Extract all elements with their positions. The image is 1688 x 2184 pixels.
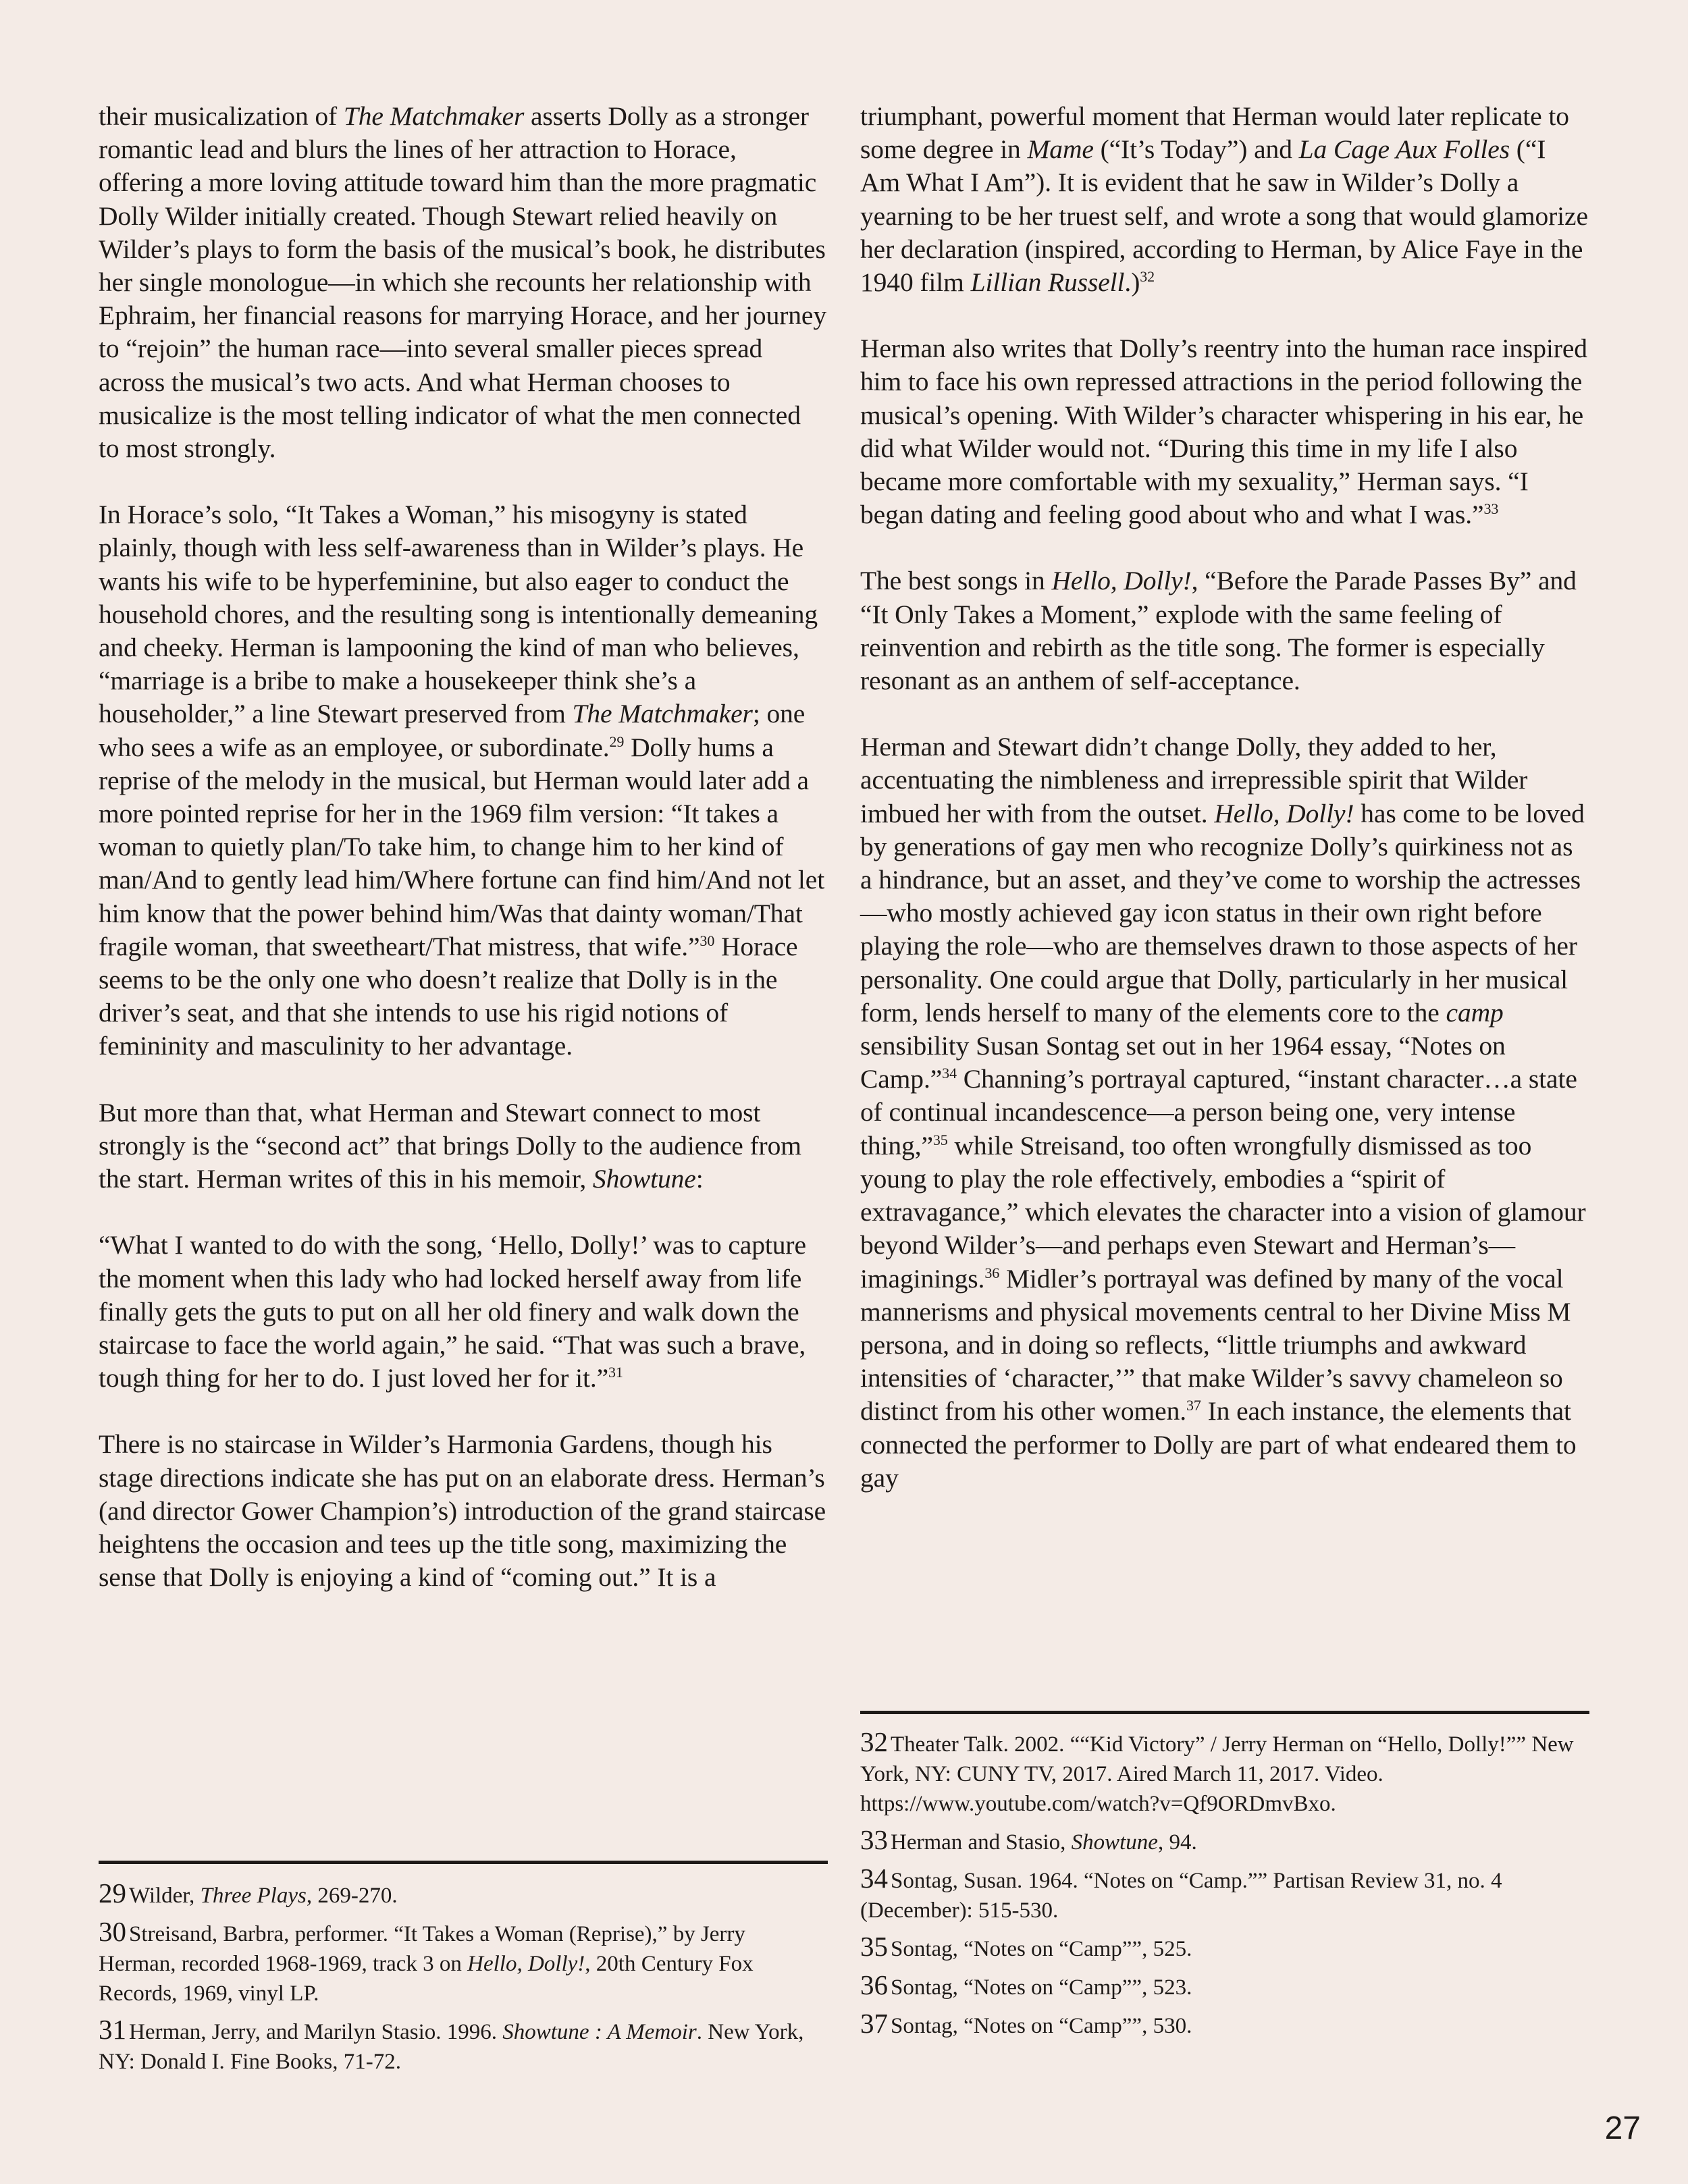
text-run: . New York, NY: Donald I. Fine Books, 71-72. [99, 2020, 804, 2074]
body-paragraph [860, 564, 1589, 697]
body-paragraph [860, 100, 1589, 299]
text-run: , 269-270. [306, 1884, 398, 1908]
footnote [860, 1863, 1589, 1925]
right-column [860, 100, 1589, 1528]
italic-title: Mame [1027, 134, 1094, 165]
text-run: Theater Talk. 2002. ““Kid Victory” / Jerry Herman on “Hello, Dolly!”” New York, NY: CUNY TV, 2017. Aired March 11, 2017. Video. https://www.youtube.com/watch?v=Qf9ORDmvBxo. [860, 1732, 1574, 1816]
text-run: Sontag, “Notes on “Camp””, 525. [891, 1937, 1192, 1961]
footnote [99, 1917, 828, 2008]
footnote-number: 35 [860, 1931, 888, 1962]
body-paragraph [860, 332, 1589, 531]
text-run: The best songs in [860, 566, 1052, 596]
text-run: Sontag, “Notes on “Camp””, 523. [891, 1975, 1192, 2000]
body-paragraph [99, 1428, 828, 1594]
footnote-marker: 36 [984, 1264, 1000, 1281]
text-run: .) [1124, 267, 1140, 298]
footnote-marker: 29 [609, 733, 625, 750]
text-run: Herman and Stasio, [891, 1830, 1072, 1855]
footnote-marker: 30 [700, 932, 715, 949]
footnote-marker: 31 [608, 1363, 623, 1381]
text-run: while Streisand, too often wrongfully dismissed as too young to play the role effectively, embodies a “spirit of extravagance,” which elevates the character into a vision of glamour beyond Wilder’s—and perhaps even Stewart and Herman’s—imaginings. [860, 1130, 1586, 1294]
text-run: Sontag, Susan. 1964. “Notes on “Camp.”” Partisan Review 31, no. 4 (December): 515-530. [860, 1869, 1502, 1923]
italic-title: camp [1446, 997, 1504, 1028]
text-run: Streisand, Barbra, performer. “It Takes a Woman (Reprise),” by Jerry Herman, recorded 1968-1969, track 3 on [99, 1922, 745, 1976]
text-run: “What I wanted to do with the song, ‘Hello, Dolly!’ was to capture the moment when this lady who had locked herself away from life finally gets the guts to put on all her old finery and walk down the staircase to face the world again,” he said. “That was such a brave, tough thing for her to do. I just loved her for it.” [99, 1230, 806, 1393]
text-run: Channing’s portrayal captured, “instant character…a state of continual incandescence—a person being one, very intense thing,” [860, 1064, 1577, 1161]
footnote-number: 32 [860, 1726, 888, 1757]
footnote-divider-right [860, 1711, 1589, 1714]
text-run: : [695, 1164, 704, 1194]
left-column [99, 100, 828, 1627]
footnote-marker: 34 [942, 1065, 957, 1082]
text-run: , 94. [1157, 1830, 1197, 1855]
footnote-marker: 33 [1483, 500, 1499, 518]
italic-title: The Matchmaker [343, 101, 525, 131]
footnote-marker: 35 [932, 1131, 948, 1148]
text-run: , “Before the Parade Passes By” and “It Only Takes a Moment,” explode with the same feeling of reinvention and rebirth as the title song. The former is especially resonant as an anthem of self-acceptance. [860, 566, 1577, 696]
text-run: Herman and Stewart didn’t change Dolly, they added to her, accentuating the nimbleness and irrepressible spirit that Wilder imbued her with from the outset. [860, 732, 1528, 828]
body-paragraph [860, 730, 1589, 1495]
body-paragraph [99, 1096, 828, 1196]
italic-title: Showtune [592, 1164, 696, 1194]
footnote-number: 31 [99, 2014, 126, 2045]
italic-title: Showtune [1071, 1830, 1158, 1855]
italic-title: Hello, Dolly! [467, 1952, 585, 1976]
text-run: Midler’s portrayal was defined by many of the vocal mannerisms and physical movements central to her Divine Miss M persona, and in doing so reflects, “little triumphs and awkward intensities of ‘character,’” that make Wilder’s savvy chameleon so distinct from his other women. [860, 1263, 1571, 1427]
italic-title: Three Plays [200, 1884, 307, 1908]
body-paragraph [99, 1229, 828, 1395]
italic-title: La Cage Aux Folles [1298, 134, 1510, 165]
footnote-marker: 32 [1140, 267, 1155, 285]
footnote-divider-left [99, 1861, 828, 1864]
text-run: (“I Am What I Am”). It is evident that he saw in Wilder’s Dolly a yearning to be her truest self, and wrote a song that would glamorize her declaration (inspired, according to Herman, by Alice Faye in the 1940 film [860, 134, 1588, 298]
italic-title: Lillian Russell [970, 267, 1125, 298]
text-run: Sontag, “Notes on “Camp””, 530. [891, 2014, 1192, 2038]
text-run: (“It’s Today”) and [1093, 134, 1299, 165]
text-run: In Horace’s solo, “It Takes a Woman,” his misogyny is stated plainly, though with less self-awareness than in Wilder’s plays. He wants his wife to be hyperfeminine, but also eager to conduct the household chores, and the resulting song is intentionally demeaning and cheeky. Herman is lampooning the kind of man who believes, “marriage is a bribe to make a housekeeper think she’s a householder,” a line Stewart preserved from [99, 500, 818, 729]
footnotes-left [99, 1878, 828, 2083]
footnote-number: 37 [860, 2008, 888, 2039]
text-run: But more than that, what Herman and Stewart connect to most strongly is the “second act” that brings Dolly to the audience from the start. Herman writes of this in his memoir, [99, 1097, 801, 1194]
body-paragraph [99, 498, 828, 1063]
italic-title: Showtune : A Memoir [502, 2020, 697, 2044]
text-run: In each instance, the elements that connected the performer to Dolly are part of what endeared them to gay [860, 1396, 1577, 1493]
italic-title: Hello, Dolly! [1051, 566, 1192, 596]
text-run: There is no staircase in Wilder’s Harmonia Gardens, though his stage directions indicate she has put on an elaborate dress. Herman’s (and director Gower Champion’s) introduction of the grand staircase heightens the occasion and tees up the title song, maximizing the sense that Dolly is enjoying a kind of “coming out.” It is a [99, 1429, 826, 1593]
footnote [860, 1970, 1589, 2002]
footnotes-right [860, 1727, 1589, 2047]
text-run: sensibility Susan Sontag set out in her 1964 essay, “Notes on Camp.” [860, 1031, 1506, 1094]
footnote [860, 1825, 1589, 1857]
footnote-number: 29 [99, 1877, 126, 1909]
footnote-number: 36 [860, 1969, 888, 2000]
footnote-number: 34 [860, 1863, 888, 1894]
footnote-number: 30 [99, 1916, 126, 1947]
footnote [860, 1727, 1589, 1819]
text-run: ; one who sees a wife as an employee, or subordinate. [99, 699, 806, 762]
footnote [99, 1878, 828, 1911]
footnote-marker: 37 [1186, 1397, 1201, 1414]
text-run: asserts Dolly as a stronger romantic lead and blurs the lines of her attraction to Horace, offering a more loving attitude toward him than the more pragmatic Dolly Wilder initially created. Though Stewart relied heavily on Wilder’s plays to form the basis of the musical’s book, he distributes her single monologue—in which she recounts her relationship with Ephraim, her financial reasons for marrying Horace, and her journey to “rejoin” the human race—into several smaller pieces spread across the musical’s two acts. And what Herman chooses to musicalize is the most telling indicator of what the men connected to most strongly. [99, 101, 827, 464]
footnote [860, 1932, 1589, 1964]
footnote-number: 33 [860, 1824, 888, 1855]
italic-title: The Matchmaker [572, 699, 753, 729]
text-run: Wilder, [129, 1884, 201, 1908]
text-run: Herman, Jerry, and Marilyn Stasio. 1996. [129, 2020, 503, 2044]
footnote [99, 2015, 828, 2077]
body-paragraph [99, 100, 828, 465]
footnote [860, 2008, 1589, 2041]
italic-title: Hello, Dolly! [1214, 798, 1354, 828]
text-run: Horace seems to be the only one who doesn’t realize that Dolly is in the driver’s seat, and that she intends to use his rigid notions of femininity and masculinity to her advantage. [99, 931, 798, 1061]
text-run: has come to be loved by generations of gay men who recognize Dolly’s quirkiness not as a hindrance, but an asset, and they’ve come to worship the actresses—who mostly achieved gay icon status in their own right before playing the role—who are themselves drawn to those aspects of her personality. One could argue that Dolly, particularly in her musical form, lends herself to many of the elements core to the [860, 798, 1585, 1028]
text-run: triumphant, powerful moment that Herman would later replicate to some degree in [860, 101, 1569, 165]
page-number: 27 [1604, 2110, 1641, 2146]
text-run: Herman also writes that Dolly’s reentry into the human race inspired him to face his own repressed attractions in the period following the musical’s opening. With Wilder’s character whispering in his ear, he did what Wilder would not. “During this time in my life I also became more comfortable with my sexuality,” Herman says. “I began dating and feeling good about who and what I was.” [860, 334, 1587, 530]
text-run: Dolly hums a reprise of the melody in the musical, but Herman would later add a more pointed reprise for her in the 1969 film version: “It takes a woman to quietly plan/To take him, to change him to her kind of man/And to gently lead him/Where fortune can find him/And not let him know that the power behind him/Was that dainty woman/That fragile woman, that sweetheart/That mistress, that wife.” [99, 732, 825, 961]
text-run: their musicalization of [99, 101, 344, 131]
text-run: , 20th Century Fox Records, 1969, vinyl LP. [99, 1952, 754, 2006]
